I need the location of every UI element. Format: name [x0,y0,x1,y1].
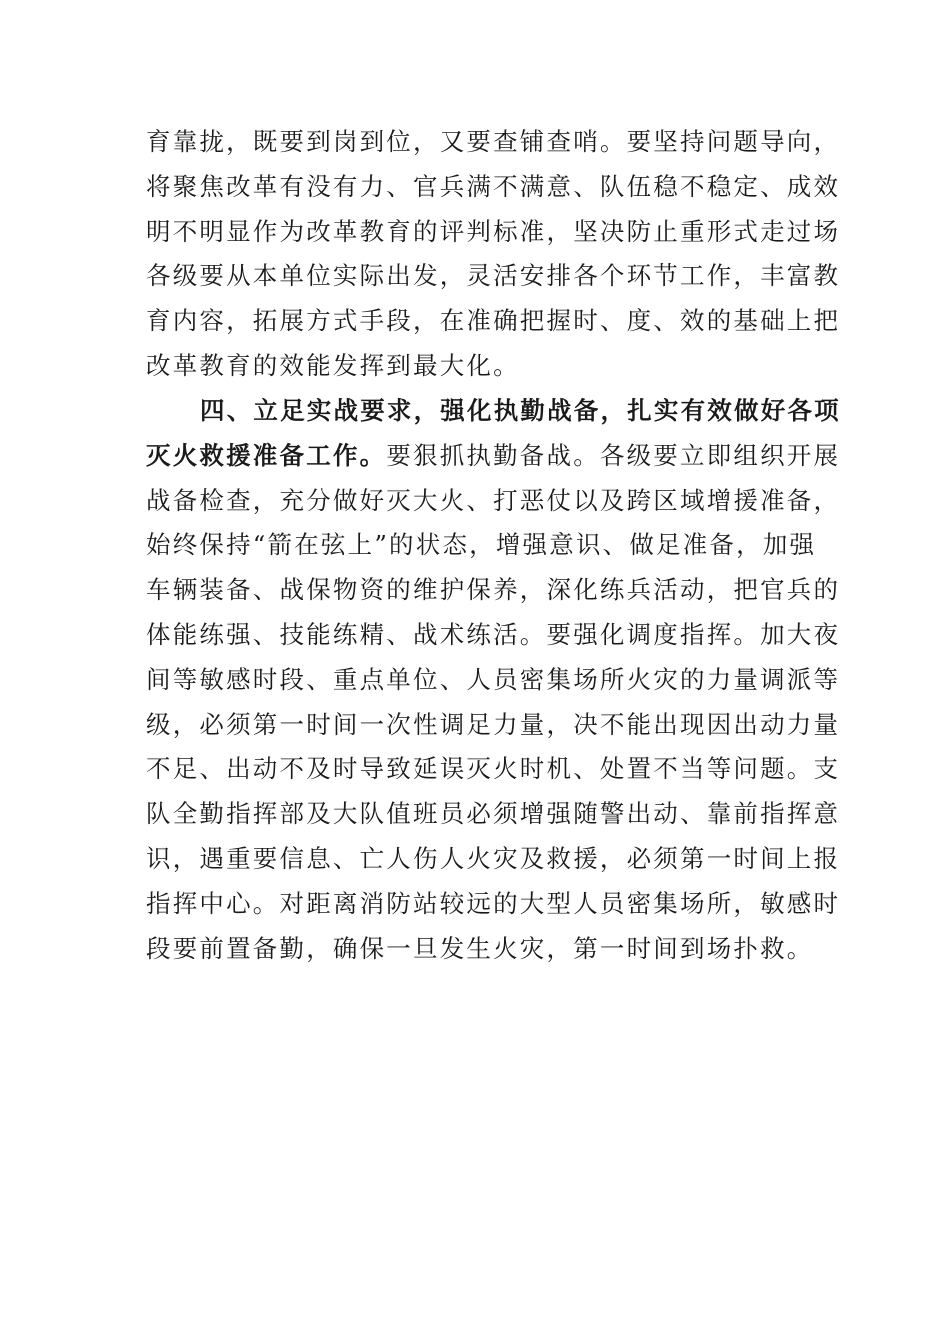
text-line: 间等敏感时段、重点单位、人员密集场所火灾的力量调派等 [146,664,841,694]
section-heading: 四、立足实战要求，强化执勤战备，扎实有效做好各项 [200,396,841,425]
text-line: 明不明显作为改革教育的评判标准，坚决防止重形式走过场 [146,216,841,246]
text-line: 战备检查，充分做好灭大火、打恶仗以及跨区域增援准备， [146,485,841,515]
text-line: 改革教育的效能发挥到最大化。 [146,350,520,380]
text-line: 队全勤指挥部及大队值班员必须增强随警出动、靠前指挥意 [146,799,841,829]
text-line: 识，遇重要信息、亡人伤人火灾及救援，必须第一时间上报 [146,843,841,873]
section-four-paragraph [146,389,841,971]
text-line: 育内容，拓展方式手段，在准确把握时、度、效的基础上把 [146,306,841,336]
paragraph-continued [146,120,841,389]
text-line: 体能练强、技能练精、战术练活。要强化调度指挥。加大夜 [146,619,841,649]
text-line: 不足、出动不及时导致延误灭火时机、处置不当等问题。支 [146,754,841,784]
text-line: 级，必须第一时间一次性调足力量，决不能出现因出动力量 [146,709,841,739]
text-line: 段要前置备勤，确保一旦发生火灾，第一时间到场扑救。 [146,933,814,963]
text-line: 始终保持“箭在弦上”的状态，增强意识、做足准备，加强 [146,530,817,560]
text-line: 各级要从本单位实际出发，灵活安排各个环节工作，丰富教 [146,261,841,291]
section-heading-continued: 灭火救援准备工作。 [146,440,387,470]
text-line: 车辆装备、战保物资的维护保养，深化练兵活动，把官兵的 [146,575,841,605]
text-line: 育靠拢，既要到岗到位，又要查铺查哨。要坚持问题导向， [146,127,841,156]
text-line: 将聚焦改革有没有力、官兵满不满意、队伍稳不稳定、成效 [146,171,841,201]
text-span: 要狠抓执勤备战。各级要立即组织开展 [386,440,841,470]
text-line: 指挥中心。对距离消防站较远的大型人员密集场所，敏感时 [146,888,841,918]
text-line [146,434,841,479]
